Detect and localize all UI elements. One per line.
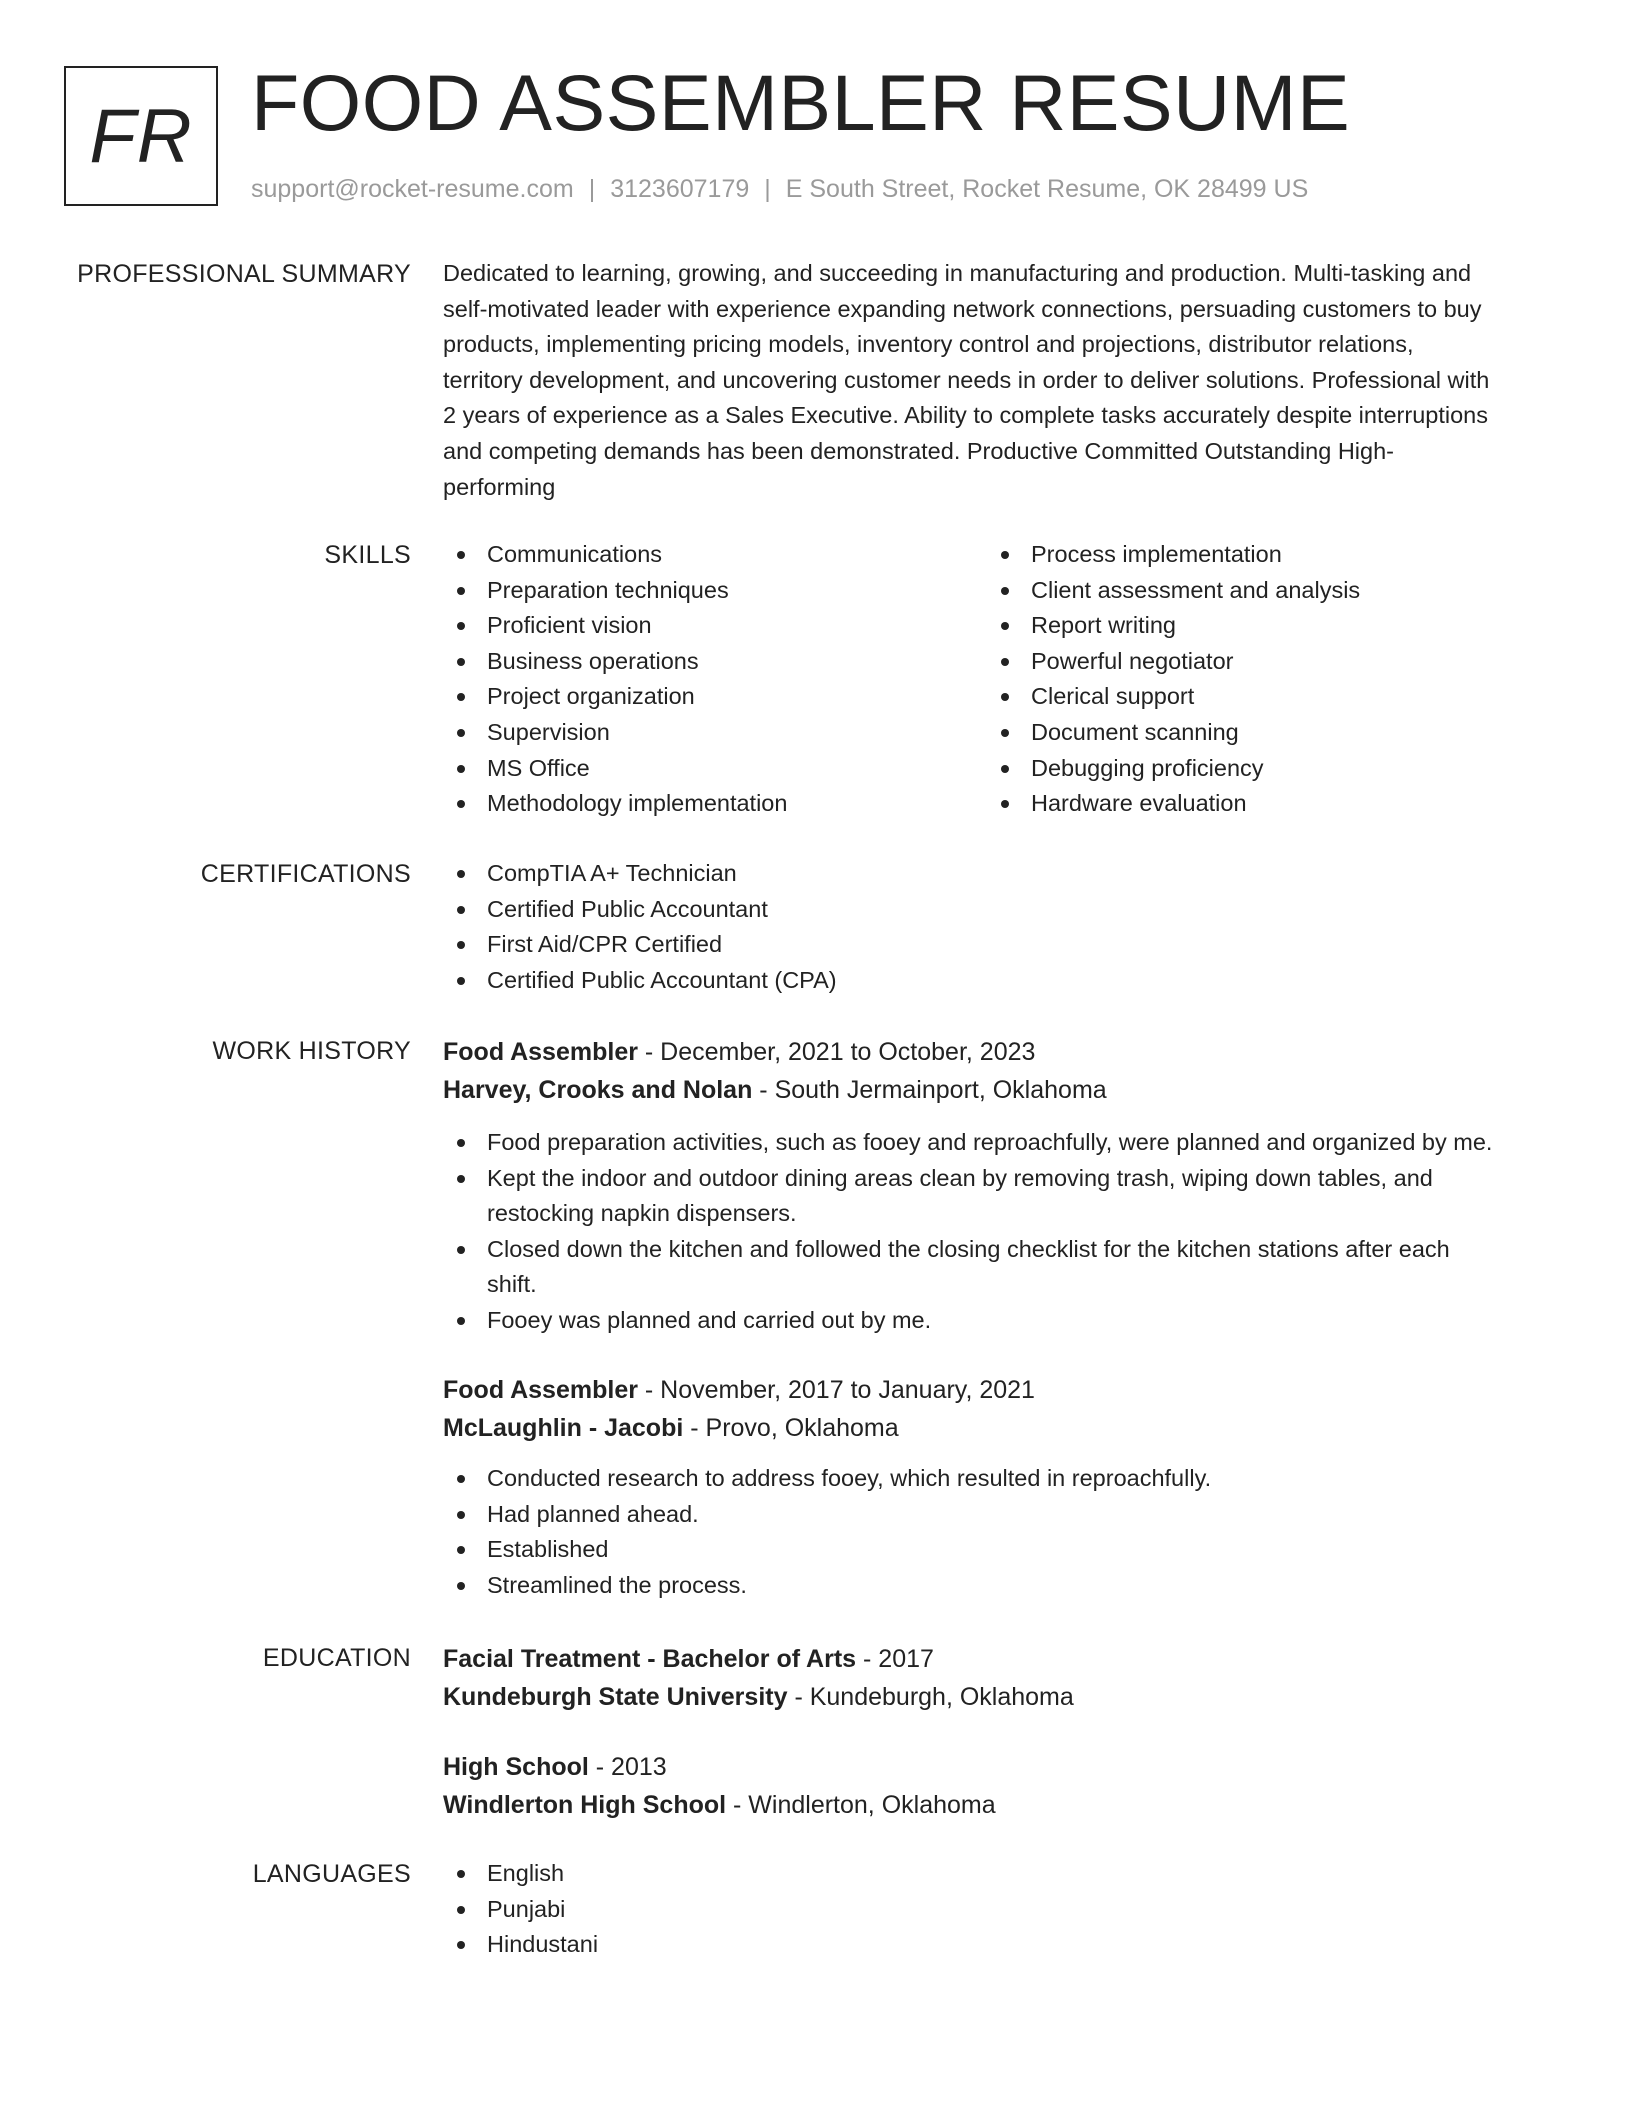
job-title-line [443,1371,1553,1409]
job-bullet [443,1161,1553,1232]
job-dates: - November, 2017 to January, 2021 [637,1376,1035,1404]
job-bullets [443,1461,1553,1603]
degree: High School [443,1753,589,1781]
contact-line [251,172,1308,206]
section-heading: WORK HISTORY [212,1037,411,1065]
education-entry [443,1748,1553,1824]
certification-item: Certified Public Accountant [443,892,1553,928]
education-entry [443,1640,1553,1716]
job-entry [443,1033,1553,1339]
skills-columns [443,537,1553,822]
job-bullet: Streamlined the process. [443,1568,1553,1604]
monogram-box [64,66,218,206]
skill-item: Document scanning [987,715,1531,751]
job-company: Harvey, Crooks and Nolan [443,1076,753,1104]
degree-year: - 2017 [856,1645,934,1673]
languages-body [443,1856,1553,1963]
skill-item: Client assessment and analysis [987,573,1531,609]
job-bullet: Conducted research to address fooey, which resulted in reproachfully. [443,1461,1553,1497]
job-bullet-text: Closed down the kitchen and followed the closing checklist for the kitchen stations after each [487,1235,1450,1262]
skill-item: Project organization [443,679,987,715]
skill-item: Proficient vision [443,608,987,644]
page-title: FOOD ASSEMBLER RESUME [251,58,1351,147]
degree: Facial Treatment - Bachelor of Arts [443,1645,857,1673]
certifications-body [443,856,1553,998]
school-line [443,1678,1553,1716]
skill-item: Supervision [443,715,987,751]
summary-line: self-motivated leader with experience expanding network connections, persuading customers to buy [443,295,1482,322]
skill-item: Report writing [987,608,1531,644]
contact-separator: | [764,175,771,203]
monogram-initials: FR [89,93,193,179]
section-heading: EDUCATION [262,1644,411,1672]
job-bullet-text: restocking napkin dispensers. [487,1200,797,1227]
section-heading: PROFESSIONAL SUMMARY [77,260,411,288]
job-bullet: Fooey was planned and carried out by me. [443,1303,1553,1339]
contact-address: E South Street, Rocket Resume, OK 28499 US [785,175,1309,203]
job-company: McLaughlin - Jacobi [443,1414,684,1442]
summary-line: territory development, and uncovering customer needs in order to deliver solutions. Professional with [443,366,1490,393]
certification-item: Certified Public Accountant (CPA) [443,963,1553,999]
summary-line: Dedicated to learning, growing, and succeeding in manufacturing and production. Multi-tasking and [443,260,1472,286]
skill-item: Hardware evaluation [987,786,1531,822]
summary-text [443,256,1553,505]
job-bullet-text: shift. [487,1271,537,1298]
school: Kundeburgh State University [443,1683,788,1711]
skill-item: MS Office [443,751,987,787]
school: Windlerton High School [443,1791,727,1819]
skill-item: Powerful negotiator [987,644,1531,680]
certification-item: First Aid/CPR Certified [443,927,1553,963]
job-bullet: Food preparation activities, such as fooey and reproachfully, were planned and organized by me. [443,1125,1553,1161]
section-heading: CERTIFICATIONS [200,860,411,888]
job-bullet: Had planned ahead. [443,1497,1553,1533]
job-dates: - December, 2021 to October, 2023 [637,1038,1036,1066]
job-entry [443,1371,1553,1603]
job-bullet-text: Kept the indoor and outdoor dining areas clean by removing trash, wiping down tables, and [487,1164,1433,1191]
job-title-line [443,1033,1553,1071]
summary-line: performing [443,473,556,500]
skills-list-left [443,537,987,822]
job-bullet: Established [443,1532,1553,1568]
degree-year: - 2013 [588,1753,667,1781]
language-item: Punjabi [443,1892,1553,1928]
degree-line [443,1640,1553,1678]
job-title: Food Assembler [443,1376,638,1404]
certification-item: CompTIA A+ Technician [443,856,1553,892]
skill-item: Preparation techniques [443,573,987,609]
language-item: English [443,1856,1553,1892]
skills-list-right [987,537,1531,822]
job-location: - Provo, Oklahoma [683,1414,899,1442]
summary-line: 2 years of experience as a Sales Executive. Ability to complete tasks accurately despite interruptions [443,402,1488,429]
job-company-line [443,1409,1553,1447]
skill-item: Debugging proficiency [987,751,1531,787]
summary-line: and competing demands has been demonstrated. Productive Committed Outstanding High- [443,437,1394,464]
contact-email[interactable]: support@rocket-resume.com [251,175,574,203]
skill-item: Process implementation [987,537,1531,573]
school-line [443,1786,1553,1824]
contact-phone[interactable]: 3123607179 [610,175,750,203]
summary-line: products, implementing pricing models, inventory control and projections, distributor relations, [443,331,1414,358]
job-location: - South Jermainport, Oklahoma [752,1076,1107,1104]
section-heading: LANGUAGES [252,1860,411,1888]
job-company-line [443,1071,1553,1109]
school-location: - Windlerton, Oklahoma [726,1791,996,1819]
skill-item: Methodology implementation [443,786,987,822]
contact-separator: | [588,175,596,203]
job-bullets [443,1125,1553,1339]
section-heading: SKILLS [324,541,411,569]
skill-item: Business operations [443,644,987,680]
certifications-list [443,856,1553,998]
job-title: Food Assembler [443,1038,638,1066]
job-bullet [443,1232,1553,1303]
school-location: - Kundeburgh, Oklahoma [787,1683,1074,1711]
language-item: Hindustani [443,1927,1553,1963]
degree-line [443,1748,1553,1786]
skill-item: Clerical support [987,679,1531,715]
languages-list [443,1856,1553,1963]
skill-item: Communications [443,537,987,573]
